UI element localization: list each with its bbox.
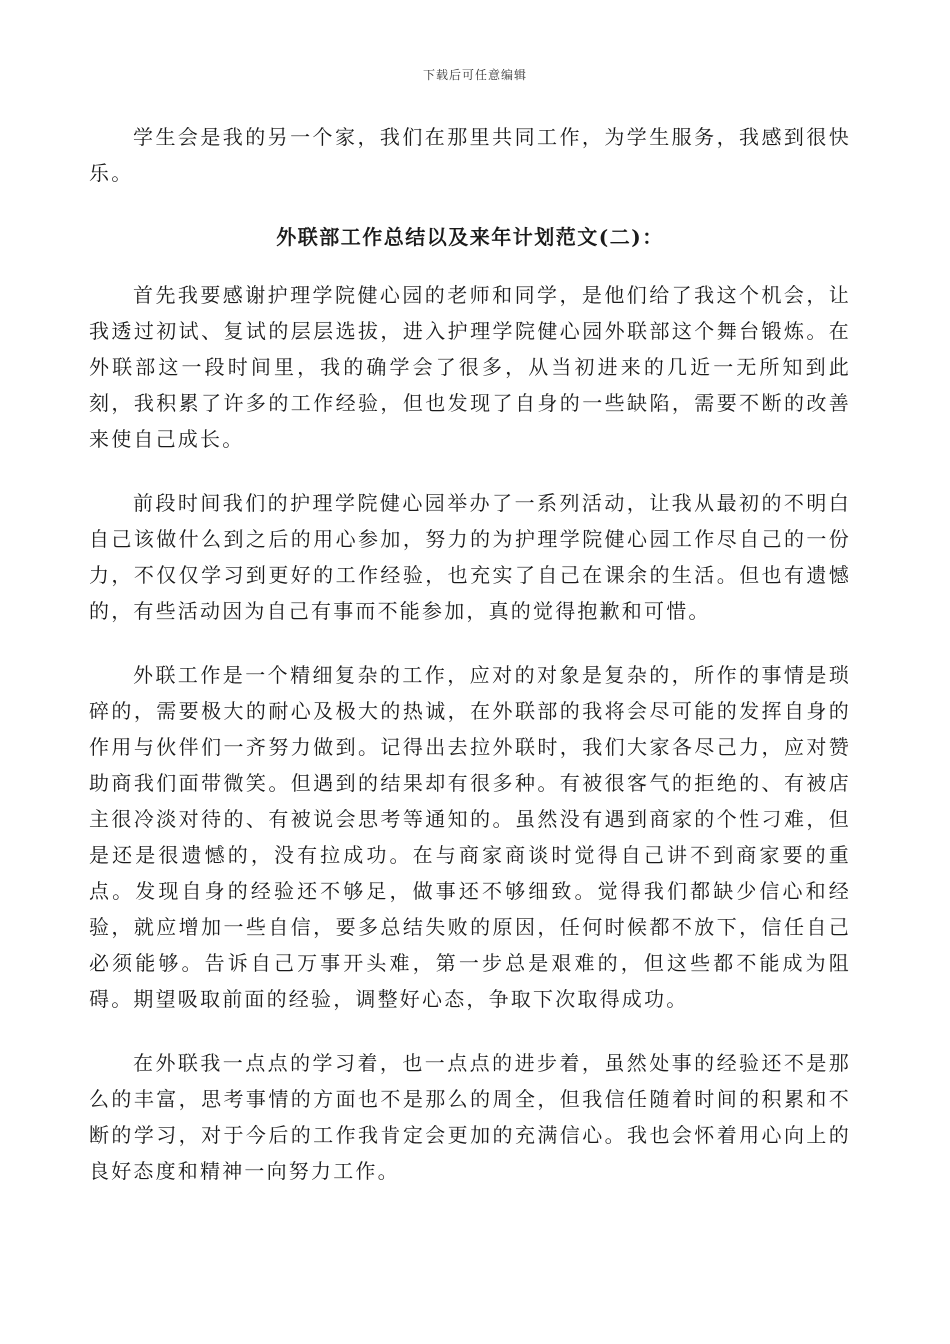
header-note: 下载后可任意编辑 (422, 68, 527, 82)
paragraph-1: 首先我要感谢护理学院健心园的老师和同学，是他们给了我这个机会，让我透过初试、复试的层层选拔，进入护理学院健心园外联部这个舞台锻炼。在外联部这一段时间里，我的确学会了很多，从当初进来的几近一无所知到此刻，我积累了许多的工作经验，但也发现了自身的一些缺陷，需要不断的改善来使自己成长。 (89, 283, 851, 451)
paragraph-3: 外联工作是一个精细复杂的工作，应对的对象是复杂的，所作的事情是琐碎的，需要极大的耐心及极大的热诚，在外联部的我将会尽可能的发挥自身的作用与伙伴们一齐努力做到。记得出去拉外联时，我们大家各尽己力，应对赞助商我们面带微笑。但遇到的结果却有很多种。有被很客气的拒绝的、有被店主很冷淡对待的、有被说会思考等通知的。虽然没有遇到商家的个性刁难，但是还是很遗憾的，没有拉成功。在与商家商谈时觉得自己讲不到商家要的重点。发现自身的经验还不够足，做事还不够细致。觉得我们都缺少信心和经验，就应增加一些自信，要多总结失败的原因，任何时候都不放下，信任自己必须能够。告诉自己万事开头难，第一步总是艰难的，但这些都不能成为阻碍。期望吸取前面的经验，调整好心态，争取下次取得成功。 (89, 663, 851, 1011)
section-title: 外联部工作总结以及来年计划范文(二)： (276, 225, 664, 249)
document-body (89, 119, 851, 1217)
paragraph-2: 前段时间我们的护理学院健心园举办了一系列活动，让我从最初的不明白自己该做什么到之后的用心参加，努力的为护理学院健心园工作尽自己的一份力，不仅仅学习到更好的工作经验，也充实了自己在课余的生活。但也有遗憾的，有些活动因为自己有事而不能参加，真的觉得抱歉和可惜。 (89, 491, 851, 623)
intro-paragraph: 学生会是我的另一个家，我们在那里共同工作，为学生服务，我感到很快乐。 (89, 125, 851, 185)
paragraph-4: 在外联我一点点的学习着，也一点点的进步着，虽然处事的经验还不是那么的丰富，思考事情的方面也不是那么的周全，但我信任随着时间的积累和不断的学习，对于今后的工作我肯定会更加的充满信心。我也会怀着用心向上的良好态度和精神一向努力工作。 (89, 1051, 851, 1183)
